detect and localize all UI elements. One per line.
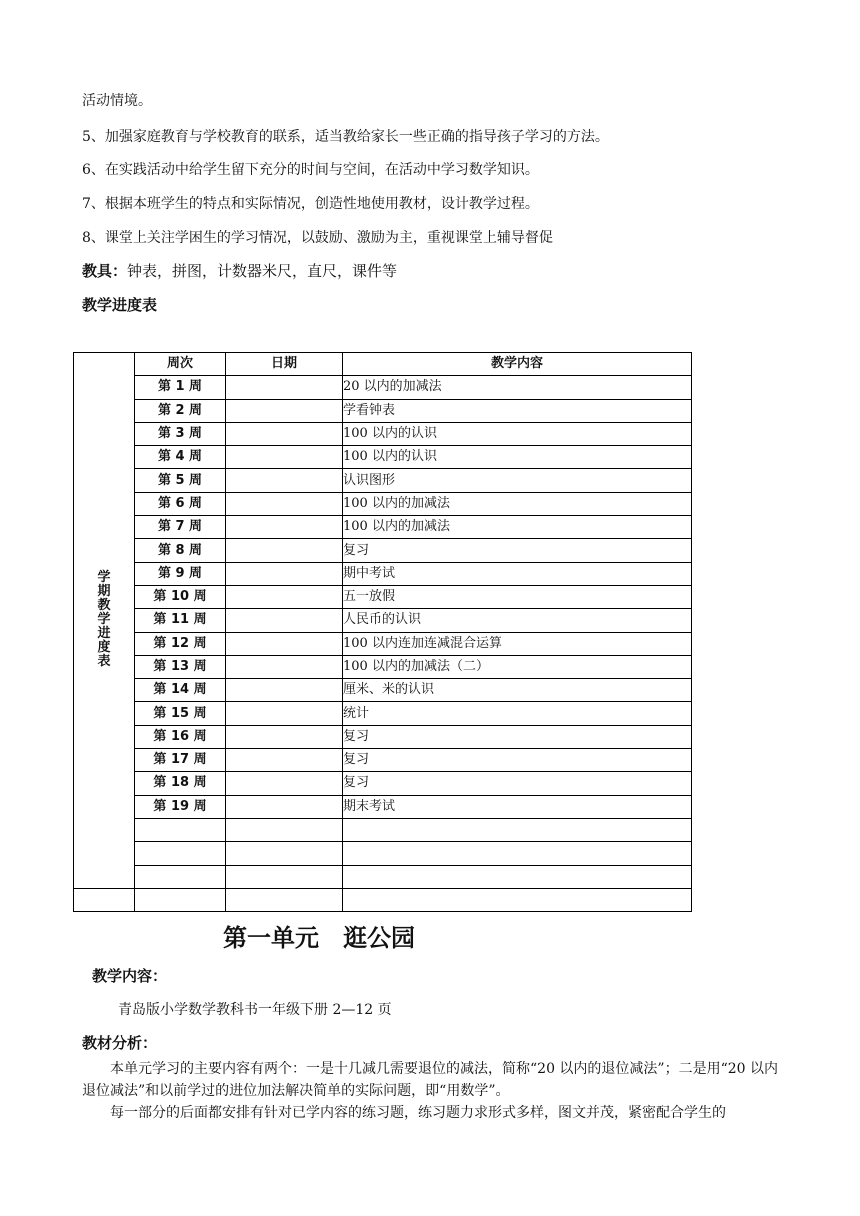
- table-row: [74, 632, 692, 655]
- week-cell: 第 19 周: [135, 795, 226, 818]
- content-cell: 100 以内的加减法: [343, 492, 692, 515]
- content-cell: 100 以内的认识: [343, 446, 692, 469]
- date-cell: [226, 376, 343, 399]
- empty-cell: [226, 842, 343, 865]
- week-cell: 第 2 周: [135, 399, 226, 422]
- date-cell: [226, 539, 343, 562]
- content-cell: 学看钟表: [343, 399, 692, 422]
- table-row: [74, 702, 692, 725]
- week-cell: 第 14 周: [135, 679, 226, 702]
- date-cell: [226, 702, 343, 725]
- content-cell: 100 以内的认识: [343, 422, 692, 445]
- date-cell: [226, 772, 343, 795]
- week-cell: 第 16 周: [135, 725, 226, 748]
- content-cell: 100 以内的加减法（二）: [343, 655, 692, 678]
- week-cell: 第 3 周: [135, 422, 226, 445]
- content-cell: 统计: [343, 702, 692, 725]
- content-label: 教学内容：: [92, 967, 168, 985]
- date-cell: [226, 749, 343, 772]
- content-cell: 五一放假: [343, 585, 692, 608]
- table-row: [74, 492, 692, 515]
- empty-cell: [135, 818, 226, 841]
- intro-line: 8、课堂上关注学困生的学习情况，以鼓励、激励为主，重视课堂上辅导督促: [82, 230, 553, 246]
- schedule-heading: 教学进度表: [82, 296, 158, 314]
- table-row: [74, 446, 692, 469]
- date-cell: [226, 655, 343, 678]
- empty-cell: [135, 842, 226, 865]
- table-row: [74, 562, 692, 585]
- empty-cell: [135, 888, 226, 911]
- date-cell: [226, 399, 343, 422]
- content-cell: 20 以内的加减法: [343, 376, 692, 399]
- analysis-label: 教材分析：: [82, 1034, 158, 1052]
- empty-cell: [226, 818, 343, 841]
- table-row: [74, 376, 692, 399]
- tools-label: 教具：: [82, 262, 128, 280]
- empty-cell: [135, 865, 226, 888]
- content-cell: 人民币的认识: [343, 609, 692, 632]
- table-row: [74, 516, 692, 539]
- content-cell: 认识图形: [343, 469, 692, 492]
- date-cell: [226, 609, 343, 632]
- tools-text: 钟表，拼图，计数器米尺，直尺，课件等: [127, 262, 398, 280]
- tools-line: [82, 260, 397, 281]
- date-cell: [226, 795, 343, 818]
- week-cell: 第 6 周: [135, 492, 226, 515]
- empty-cell: [226, 888, 343, 911]
- content-cell: 100 以内连加连减混合运算: [343, 632, 692, 655]
- table-row: [74, 749, 692, 772]
- week-cell: 第 4 周: [135, 446, 226, 469]
- table-row: [74, 399, 692, 422]
- empty-cell: [343, 865, 692, 888]
- week-cell: 第 5 周: [135, 469, 226, 492]
- content-cell: 复习: [343, 539, 692, 562]
- empty-cell: [74, 888, 135, 911]
- week-cell: 第 15 周: [135, 702, 226, 725]
- table-row: [74, 609, 692, 632]
- table-row: [74, 679, 692, 702]
- empty-cell: [343, 888, 692, 911]
- date-cell: [226, 679, 343, 702]
- intro-line: 6、在实践活动中给学生留下充分的时间与空间，在活动中学习数学知识。: [82, 162, 539, 178]
- date-cell: [226, 632, 343, 655]
- column-header: 周次: [135, 353, 226, 376]
- table-row: [74, 422, 692, 445]
- table-row: [74, 469, 692, 492]
- empty-row: [74, 888, 692, 911]
- intro-line: 5、加强家庭教育与学校教育的联系，适当教给家长一些正确的指导孩子学习的方法。: [82, 129, 609, 145]
- date-cell: [226, 492, 343, 515]
- empty-row: [74, 865, 692, 888]
- table-row: [74, 539, 692, 562]
- week-cell: 第 10 周: [135, 585, 226, 608]
- date-cell: [226, 725, 343, 748]
- unit-title: 第一单元 逛公园: [223, 924, 415, 952]
- week-cell: 第 8 周: [135, 539, 226, 562]
- content-cell: 复习: [343, 772, 692, 795]
- schedule-table: [73, 352, 692, 912]
- week-cell: 第 1 周: [135, 376, 226, 399]
- table-row: [74, 655, 692, 678]
- column-header: 日期: [226, 353, 343, 376]
- content-cell: 期中考试: [343, 562, 692, 585]
- table-row: [74, 772, 692, 795]
- week-cell: 第 13 周: [135, 655, 226, 678]
- empty-cell: [343, 818, 692, 841]
- content-cell: 复习: [343, 725, 692, 748]
- date-cell: [226, 585, 343, 608]
- intro-line: 7、根据本班学生的特点和实际情况，创造性地使用教材，设计教学过程。: [82, 196, 539, 212]
- week-cell: 第 11 周: [135, 609, 226, 632]
- date-cell: [226, 446, 343, 469]
- content-cell: 复习: [343, 749, 692, 772]
- side-label: 学 期 教 学 进 度 表: [74, 353, 135, 889]
- date-cell: [226, 469, 343, 492]
- empty-row: [74, 818, 692, 841]
- table-header-row: [74, 353, 692, 376]
- analysis-paragraph: 每一部分的后面都安排有针对已学内容的练习题，练习题力求形式多样，图文并茂，紧密配合学生的: [110, 1105, 726, 1121]
- date-cell: [226, 422, 343, 445]
- intro-line: 活动情境。: [82, 93, 152, 109]
- empty-row: [74, 842, 692, 865]
- week-cell: 第 12 周: [135, 632, 226, 655]
- week-cell: 第 17 周: [135, 749, 226, 772]
- content-text: 青岛版小学数学教科书一年级下册 2—12 页: [118, 1002, 392, 1018]
- empty-cell: [343, 842, 692, 865]
- week-cell: 第 7 周: [135, 516, 226, 539]
- week-cell: 第 18 周: [135, 772, 226, 795]
- content-cell: 100 以内的加减法: [343, 516, 692, 539]
- date-cell: [226, 562, 343, 585]
- analysis-paragraph: 本单元学习的主要内容有两个：一是十几减几需要退位的减法，简称“20 以内的退位减法”；二是用“20 以内退位减法”和以前学过的进位加法解决简单的实际问题，即“用数学”。: [82, 1061, 778, 1099]
- table-row: [74, 725, 692, 748]
- content-cell: 厘米、米的认识: [343, 679, 692, 702]
- column-header: 教学内容: [343, 353, 692, 376]
- week-cell: 第 9 周: [135, 562, 226, 585]
- empty-cell: [226, 865, 343, 888]
- table-row: [74, 585, 692, 608]
- date-cell: [226, 516, 343, 539]
- content-cell: 期末考试: [343, 795, 692, 818]
- table-row: [74, 795, 692, 818]
